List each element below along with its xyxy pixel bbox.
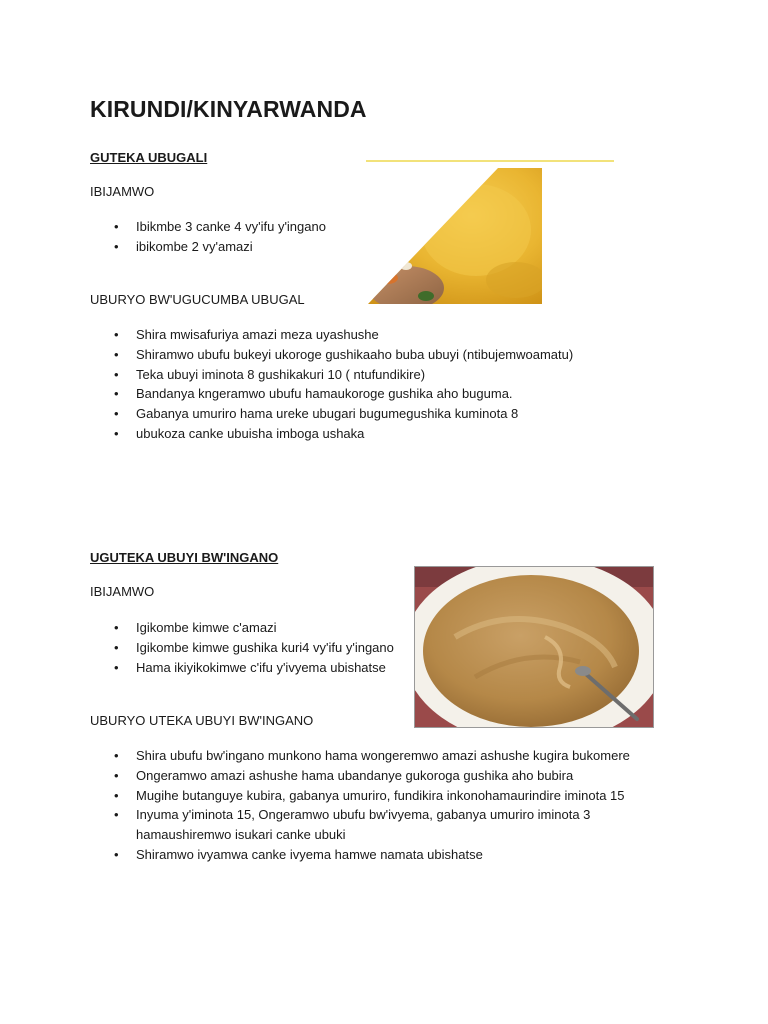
list-item: • Inyuma y'iminota 15, Ongeramwo ubufu bw'ivyema, gabanya umuriro iminota 3 hamaushiremwo isukari canke ubuki [90, 805, 656, 845]
ubuyi-photo [414, 566, 654, 728]
steps-list-ubugali [90, 325, 573, 444]
list-item: • ubukoza canke ubuisha imboga ushaka [90, 424, 573, 444]
image-border-line [366, 160, 614, 162]
list-item: • Shiramwo ivyamwa canke ivyema hamwe namata ubishatse [90, 845, 710, 865]
section-heading-ubuyi: UGUTEKA UBUYI BW'INGANO [90, 550, 279, 565]
method-label-ubuyi: UBURYO UTEKA UBUYI BW'INGANO [90, 713, 314, 728]
list-item: • Teka ubuyi iminota 8 gushikakuri 10 ( ntufundikire) [90, 365, 573, 385]
method-label-ubugali: UBURYO BW'UGUCUMBA UBUGAL [90, 292, 305, 307]
document-title: KIRUNDI/KINYARWANDA [90, 96, 367, 122]
ubuyi-image [415, 567, 653, 727]
ubugali-photo [366, 160, 616, 306]
list-item: • Hama ikiyikokimwe c'ifu y'ivyema ubishatse [90, 658, 394, 678]
list-item: • Bandanya kngeramwo ubufu hamaukoroge gushika aho buguma. [90, 384, 573, 404]
list-item: • Igikombe kimwe c'amazi [90, 618, 394, 638]
steps-list-ubuyi [90, 746, 710, 865]
list-item: • Ibikmbe 3 canke 4 vy'ifu y'ingano [90, 217, 326, 237]
list-item: • Shiramwo ubufu bukeyi ukoroge gushikaaho buba ubuyi (ntibujemwoamatu) [90, 345, 573, 365]
section-heading-ubugali: GUTEKA UBUGALI [90, 150, 208, 165]
list-item: • Igikombe kimwe gushika kuri4 vy'ifu y'ingano [90, 638, 394, 658]
ubugali-image [366, 160, 616, 306]
list-item: • ibikombe 2 vy'amazi [90, 237, 326, 257]
list-item: • Mugihe butanguye kubira, gabanya umuriro, fundikira inkonohamaurindire iminota 15 [90, 786, 710, 806]
list-item: • Shira mwisafuriya amazi meza uyashushe [90, 325, 573, 345]
ingredients-label-ubugali: IBIJAMWO [90, 184, 155, 199]
ingredients-list-ubuyi [90, 618, 394, 677]
list-item: • Gabanya umuriro hama ureke ubugari bugumegushika kuminota 8 [90, 404, 573, 424]
list-item: • Shira ubufu bw'ingano munkono hama wongeremwo amazi ashushe kugira bukomere [90, 746, 710, 766]
list-item: • Ongeramwo amazi ashushe hama ubandanye gukoroga gushika aho bubira [90, 766, 710, 786]
ingredients-label-ubuyi: IBIJAMWO [90, 584, 155, 599]
ingredients-list-ubugali [90, 217, 326, 257]
